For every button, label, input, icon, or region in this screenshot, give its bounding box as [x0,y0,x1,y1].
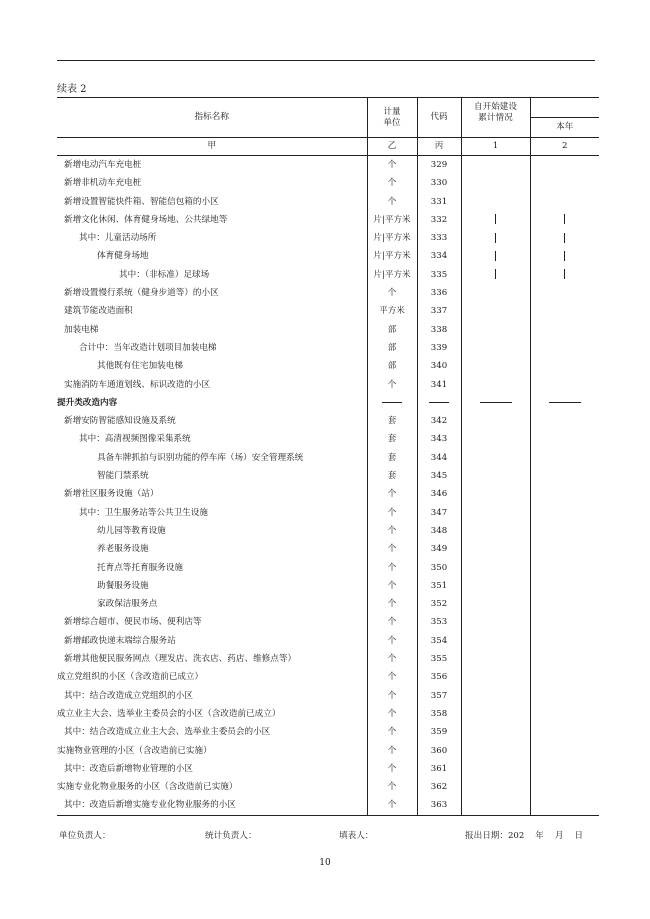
row-cumulative-value[interactable] [461,174,530,192]
row-unit: 个 [367,687,417,705]
row-unit: 个 [367,742,417,760]
row-name: 其中：改造后新增物业管理的小区 [64,763,193,774]
row-code: 342 [417,412,461,430]
row-this-year-value[interactable] [530,705,599,723]
row-unit: 部 [367,339,417,357]
row-cumulative-value[interactable] [461,632,530,650]
row-this-year-value[interactable] [530,394,599,412]
row-code: 359 [417,723,461,741]
table-row [57,577,599,595]
row-cumulative-value[interactable] [461,412,530,430]
row-name: 养老服务设施 [97,544,149,555]
row-this-year-value[interactable] [530,357,599,375]
row-code: 341 [417,376,461,394]
row-unit: 套 [367,449,417,467]
row-code: 362 [417,778,461,796]
dash-mark [549,402,581,403]
table-row [57,723,599,741]
row-name: 体育健身场地 [97,251,149,262]
row-cumulative-value[interactable] [461,540,530,558]
row-name: 新增设置慢行系统（健身步道等）的小区 [64,288,219,299]
row-name: 成立业主大会、选举业主委员会的小区（含改造前已成立） [57,708,281,719]
row-name: 新增文化休闲、体育健身场地、公共绿地等 [64,214,228,225]
row-unit: 个 [367,632,417,650]
row-cumulative-value[interactable] [461,357,530,375]
row-this-year-value[interactable] [530,778,599,796]
header-unit [367,98,417,138]
header-cumulative-text: 自开始建设 累计情况 [474,102,517,123]
header-label-1: 1 [461,138,530,156]
table-row [57,357,599,375]
row-unit: 个 [367,595,417,613]
row-cumulative-value[interactable] [461,613,530,631]
unit-separator-mark [495,269,496,279]
row-this-year-value[interactable] [530,339,599,357]
unit-separator-mark [495,251,496,261]
row-code: 343 [417,430,461,448]
row-cumulative-value[interactable] [461,760,530,778]
row-name: 其中：卫生服务站等公共卫生设施 [79,507,208,518]
header-unit-text: 计量 单位 [383,106,401,128]
row-name: 建筑节能改造面积 [64,306,133,317]
row-cumulative-value[interactable] [461,650,530,668]
row-unit: 片|平方米 [367,229,417,247]
header-empty [530,98,599,118]
row-unit: 个 [367,778,417,796]
table-row [57,339,599,357]
table-row [57,559,599,577]
table-row [57,266,599,284]
page-number: 10 [319,858,331,868]
row-cumulative-value[interactable] [461,247,530,265]
row-unit: 个 [367,522,417,540]
header-label-yi: 乙 [367,138,417,156]
row-unit: 片|平方米 [367,266,417,284]
table-body [57,156,599,816]
row-this-year-value[interactable] [530,632,599,650]
row-name: 其他既有住宅加装电梯 [97,361,183,372]
row-this-year-value[interactable] [530,430,599,448]
table-row [57,705,599,723]
row-this-year-value[interactable] [530,559,599,577]
row-name: 实施消防车通道划线、标识改造的小区 [64,379,211,390]
table-row [57,467,599,485]
row-name: 新增其他便民服务网点（理发店、洗衣店、药店、维修点等） [64,654,297,665]
row-code: 334 [417,247,461,265]
statistics-table [57,97,599,816]
row-cumulative-value[interactable] [461,668,530,686]
row-unit: 个 [367,613,417,631]
row-this-year-value[interactable] [530,174,599,192]
unit-separator-mark [564,233,565,243]
row-code: 331 [417,193,461,211]
row-code: 337 [417,302,461,320]
row-this-year-value[interactable] [530,302,599,320]
unit-separator-mark [564,269,565,279]
row-unit: 个 [367,705,417,723]
table-row [57,613,599,631]
row-name: 新增非机动车充电桩 [64,178,142,189]
row-cumulative-value[interactable] [461,485,530,503]
filler-label: 填表人： [339,831,374,841]
table-row [57,504,599,522]
row-code: 352 [417,595,461,613]
row-cumulative-value[interactable] [461,284,530,302]
row-unit: 个 [367,174,417,192]
table-row [57,156,599,175]
row-code: 361 [417,760,461,778]
row-this-year-value[interactable] [530,723,599,741]
row-unit: 个 [367,796,417,815]
table-row [57,394,599,412]
row-cumulative-value[interactable] [461,577,530,595]
row-name: 助餐服务设施 [97,580,149,591]
row-code: 349 [417,540,461,558]
row-this-year-value[interactable] [530,613,599,631]
row-this-year-value[interactable] [530,156,599,175]
row-unit: 个 [367,540,417,558]
row-unit: 个 [367,156,417,175]
table-row [57,284,599,302]
row-code: 363 [417,796,461,815]
unit-head-label: 单位负责人： [59,831,111,841]
row-name: 其中：结合改造成立业主大会、选举业主委员会的小区 [64,727,271,738]
header-label-2: 2 [530,138,599,156]
row-unit: 片|平方米 [367,247,417,265]
row-name: 实施专业化物业服务的小区（含改造前已实施） [57,782,238,793]
row-code: 336 [417,284,461,302]
header-name: 指标名称 [57,98,367,138]
row-code: 348 [417,522,461,540]
row-code: 346 [417,485,461,503]
row-this-year-value[interactable] [530,742,599,760]
unit-separator-mark [495,214,496,224]
row-cumulative-value[interactable] [461,211,530,229]
row-name: 幼儿园等教育设施 [97,525,166,536]
table-row [57,247,599,265]
row-cumulative-value[interactable] [461,778,530,796]
table-row [57,595,599,613]
row-code: 353 [417,613,461,631]
row-this-year-value[interactable] [530,650,599,668]
row-unit: 个 [367,723,417,741]
row-this-year-value[interactable] [530,211,599,229]
row-cumulative-value[interactable] [461,156,530,175]
row-cumulative-value[interactable] [461,339,530,357]
row-code: 360 [417,742,461,760]
table-row [57,632,599,650]
row-unit: 个 [367,760,417,778]
row-this-year-value[interactable] [530,796,599,815]
row-cumulative-value[interactable] [461,229,530,247]
unit-separator-mark [495,233,496,243]
row-unit: 个 [367,376,417,394]
row-code: 338 [417,321,461,339]
row-name: 新增社区服务设施（站） [64,489,159,500]
row-code: 329 [417,156,461,175]
row-cumulative-value[interactable] [461,449,530,467]
row-this-year-value[interactable] [530,247,599,265]
row-unit: 片|平方米 [367,211,417,229]
top-rule [57,60,595,61]
table-row [57,376,599,394]
row-unit: 平方米 [367,302,417,320]
table-caption: 续表 2 [57,84,87,95]
row-unit: 部 [367,321,417,339]
row-code: 332 [417,211,461,229]
row-name: 其中：改造后新增实施专业化物业服务的小区 [64,800,236,811]
report-date-label: 报出日期：202 年 月 日 [465,831,583,841]
row-code: 351 [417,577,461,595]
row-cumulative-value[interactable] [461,430,530,448]
row-code: 344 [417,449,461,467]
row-name: 其中：结合改造成立党组织的小区 [64,690,193,701]
header-code: 代码 [417,98,461,138]
row-code: 333 [417,229,461,247]
table-row [57,211,599,229]
row-cumulative-value[interactable] [461,522,530,540]
row-name: 新增安防智能感知设施及系统 [64,416,176,427]
row-this-year-value[interactable] [530,467,599,485]
row-name: 成立党组织的小区（含改造前已成立） [57,672,204,683]
row-this-year-value[interactable] [530,321,599,339]
row-unit: 个 [367,577,417,595]
row-code: 330 [417,174,461,192]
table-row [57,412,599,430]
row-name: 其中：儿童活动场所 [79,233,157,244]
row-this-year-value[interactable] [530,504,599,522]
table-row [57,302,599,320]
dash-mark [480,402,512,403]
row-name: 智能门禁系统 [97,471,149,482]
row-this-year-value[interactable] [530,229,599,247]
row-name: 其中：（非标准）足球场 [119,269,210,280]
row-code: 356 [417,668,461,686]
row-name: 加装电梯 [64,324,99,335]
row-unit [367,394,417,412]
row-code: 350 [417,559,461,577]
row-name: 新增综合超市、便民市场、便利店等 [64,617,202,628]
table-row [57,540,599,558]
row-unit: 个 [367,650,417,668]
row-code: 347 [417,504,461,522]
row-unit: 个 [367,485,417,503]
table-row [57,522,599,540]
table-row [57,193,599,211]
row-cumulative-value[interactable] [461,394,530,412]
table-row [57,668,599,686]
row-cumulative-value[interactable] [461,302,530,320]
row-unit: 套 [367,467,417,485]
row-name: 具备车牌抓拍与识别功能的停车库（场）安全管理系统 [97,452,304,463]
table-row [57,760,599,778]
table-row [57,449,599,467]
row-cumulative-value[interactable] [461,687,530,705]
row-unit: 个 [367,668,417,686]
row-cumulative-value[interactable] [461,467,530,485]
table-row [57,778,599,796]
header-this-year: 本年 [530,118,599,138]
row-name: 家政保洁服务点 [97,599,158,610]
table-row [57,650,599,668]
row-cumulative-value[interactable] [461,559,530,577]
row-cumulative-value[interactable] [461,742,530,760]
row-cumulative-value[interactable] [461,321,530,339]
row-code: 355 [417,650,461,668]
row-name: 合计中：当年改造计划项目加装电梯 [79,342,217,353]
table-row [57,321,599,339]
row-name: 提升类改造内容 [57,397,118,408]
row-this-year-value[interactable] [530,668,599,686]
table-row [57,430,599,448]
row-code: 340 [417,357,461,375]
row-code: 358 [417,705,461,723]
row-this-year-value[interactable] [530,485,599,503]
row-code: 335 [417,266,461,284]
row-this-year-value[interactable] [530,577,599,595]
row-code: 339 [417,339,461,357]
row-name: 其中：高清视频图像采集系统 [79,434,191,445]
header-label-bing: 丙 [417,138,461,156]
dash-mark [382,402,402,403]
row-unit: 个 [367,504,417,522]
row-cumulative-value[interactable] [461,796,530,815]
table-row [57,796,599,815]
row-this-year-value[interactable] [530,412,599,430]
table-row [57,174,599,192]
row-code [417,394,461,412]
row-name: 新增电动汽车充电桩 [64,160,142,170]
table-row [57,687,599,705]
row-unit: 个 [367,284,417,302]
row-this-year-value[interactable] [530,522,599,540]
row-name: 新增邮政快递末端综合服务站 [64,635,176,646]
row-name: 新增设置智能快件箱、智能信包箱的小区 [64,196,219,207]
row-this-year-value[interactable] [530,687,599,705]
row-this-year-value[interactable] [530,376,599,394]
table-row [57,229,599,247]
row-code: 357 [417,687,461,705]
row-name: 托育点等托育服务设施 [97,562,183,573]
row-unit: 部 [367,357,417,375]
row-cumulative-value[interactable] [461,723,530,741]
unit-separator-mark [564,214,565,224]
row-this-year-value[interactable] [530,266,599,284]
row-cumulative-value[interactable] [461,193,530,211]
table-row [57,742,599,760]
dash-mark [429,402,449,403]
row-cumulative-value[interactable] [461,376,530,394]
row-this-year-value[interactable] [530,760,599,778]
row-name: 实施物业管理的小区（含改造前已实施） [57,745,212,756]
row-cumulative-value[interactable] [461,504,530,522]
row-this-year-value[interactable] [530,540,599,558]
header-label-jia: 甲 [57,138,367,156]
row-unit: 套 [367,412,417,430]
row-code: 345 [417,467,461,485]
row-this-year-value[interactable] [530,449,599,467]
stat-head-label: 统计负责人： [205,831,257,841]
table-row [57,485,599,503]
unit-separator-mark [564,251,565,261]
row-unit: 套 [367,430,417,448]
row-this-year-value[interactable] [530,284,599,302]
row-unit: 个 [367,559,417,577]
row-unit: 个 [367,193,417,211]
row-cumulative-value[interactable] [461,705,530,723]
row-this-year-value[interactable] [530,193,599,211]
row-cumulative-value[interactable] [461,266,530,284]
row-cumulative-value[interactable] [461,595,530,613]
row-this-year-value[interactable] [530,595,599,613]
header-cumulative [461,98,530,138]
row-code: 354 [417,632,461,650]
